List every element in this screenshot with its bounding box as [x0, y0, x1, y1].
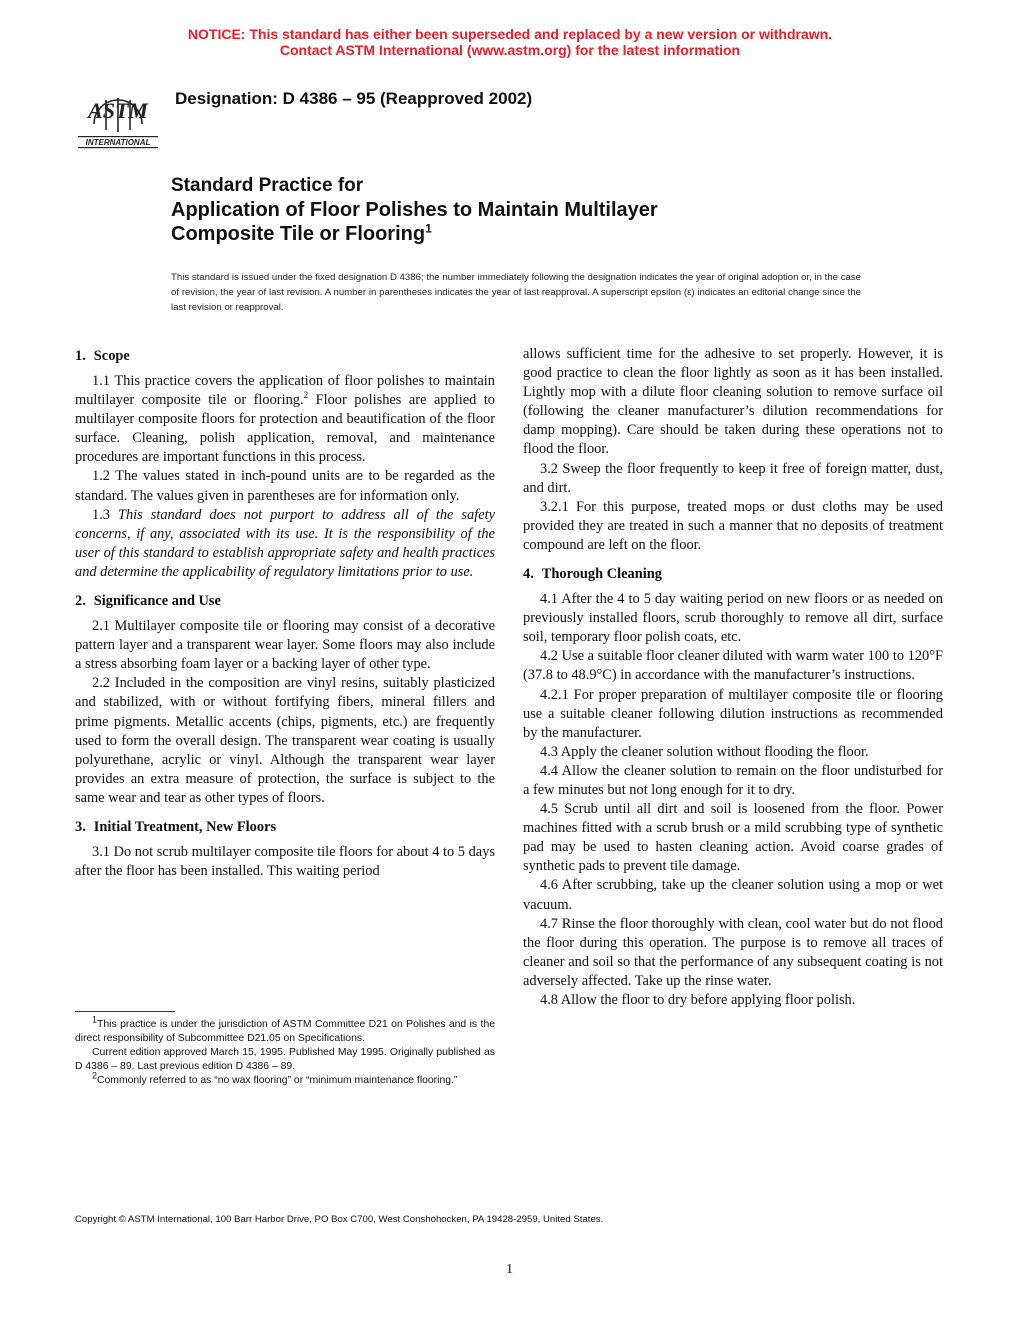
paragraph-2-2: 2.2 Included in the composition are vinyl resins, suitably plasticized and stabilized, with or without fortifying fibers, mineral fillers and prime pigments. Metallic accents (chips, pigments, etc.) are frequently used to form the overall design. The transparent wear coating is usually polyurethane, acrylic or vinyl. Although the transparent wear layer provides an extra measure of protection, the surface is subject to the same wear and tear as other types of floors. [75, 675, 495, 806]
paragraph-4-2: 4.2 Use a suitable floor cleaner diluted with warm water 100 to 120°F (37.8 to 48.9°C) in accordance with the manufacturer’s instructions. [523, 648, 943, 684]
paragraph-3-1-continued: allows sufficient time for the adhesive to set properly. However, it is good practice to clean the floor lightly as soon as it has been installed. Lightly mop with a dilute floor cleaning solution to remove surface oil (following the cleaner manufacturer’s dilution recommendations for damp mopping). Care should be taken during these operations not to flood the floor. [523, 346, 943, 458]
paragraph-3-1-start: 3.1 Do not scrub multilayer composite tile floors for about 4 to 5 days after the floor has been installed. This waiting period [75, 843, 495, 880]
paragraph-2-1: 2.1 Multilayer composite tile or flooring may consist of a decorative pattern layer and a transparent wear layer. Some floors may also include a stress absorbing foam layer or a backing layer of other type. [75, 618, 495, 673]
copyright: Copyright © ASTM International, 100 Barr Harbor Drive, PO Box C700, West Conshohocken, PA 19428-2959, United States. [75, 1214, 604, 1225]
document-title [171, 174, 658, 246]
footnote-2: $^2$Commonly referred to as “no wax flooring” or “minimum maintenance flooring.” [92, 1070, 458, 1086]
logo-text: ASTM [88, 98, 148, 123]
title-pre: Standard Practice for [171, 175, 364, 196]
astm-logo [76, 74, 160, 150]
paragraph-4-5: 4.5 Scrub until all dirt and soil is loosened from the floor. Power machines fitted with a scrub brush or a mild scrubbing type of synthetic pad may be used to hasten cleaning action. Avoid coarse grades of synthetic pads to prevent tile damage. [523, 801, 943, 875]
logo-subtext: INTERNATIONAL [85, 138, 151, 147]
notice-line-2: Contact ASTM International (www.astm.org) for the latest information [279, 42, 741, 58]
footnote-1-edition: Current edition approved March 15, 1995. Published May 1995. Originally published as D 4386 – 89. Last previous edition D 4386 – 89. [75, 1047, 495, 1072]
footnote-ref-2: 2 [303, 390, 309, 401]
footnotes [75, 1014, 495, 1088]
section-4-heading: 4. Thorough Cleaning [523, 566, 662, 583]
title-footnote-mark: 1 [425, 221, 432, 236]
footnote-divider [75, 1011, 175, 1012]
paragraph-3-2-1: 3.2.1 For this purpose, treated mops or dust cloths may be used provided they are treated in such a manner that no deposits of treatment compound are left on the floor. [523, 498, 943, 553]
footnote-1: $^1$This practice is under the jurisdiction of ASTM Committee D21 on Polishes and is the direct responsibility of Subcommittee D21.05 on Specifications. [75, 1014, 495, 1044]
paragraph-4-7: 4.7 Rinse the floor thoroughly with clean, cool water but do not flood the floor during this operation. The purpose is to remove all traces of cleaner and soil so that the performance of any subsequent coating is not adversely affected. Take up the rinse water. [523, 915, 943, 989]
paragraph-1-2: 1.2 The values stated in inch-pound units are to be regarded as the standard. The values given in parentheses are for information only. [75, 468, 495, 504]
designation: Designation: D 4386 – 95 (Reapproved 2002) [175, 89, 533, 108]
paragraph-4-4: 4.4 Allow the cleaner solution to remain on the floor undisturbed for a few minutes but not long enough for it to dry. [523, 762, 943, 798]
paragraph-4-8: 4.8 Allow the floor to dry before applying floor polish. [540, 992, 856, 1008]
paragraph-1-1: 1.1 This practice covers the application of floor polishes to maintain multilayer composite tile or flooring.$^2$ Floor polishes are applied to multilayer composite floors for protection and beautification of the floor surface. Cleaning, polish application, removal, and maintenance procedures are important functions in this process. [75, 373, 495, 466]
section-1-heading: 1. Scope [75, 348, 130, 364]
section-3-heading: 3. Initial Treatment, New Floors [75, 818, 277, 835]
page-number: 1 [506, 1262, 513, 1277]
paragraph-4-1: 4.1 After the 4 to 5 day waiting period on new floors or as needed on previously installed floors, scrub thoroughly to remove all dirt, surface soil, temporary floor polish coats, etc. [523, 591, 943, 646]
superseded-notice [0, 26, 1020, 58]
issue-note: This standard is issued under the fixed designation D 4386; the number immediately following the designation indicates the year of original adoption or, in the case of revision, the year of last revision. A number in parentheses indicates the year of last reapproval. A superscript epsilon (ε) indicates an editorial change since the last revision or reapproval. [171, 272, 861, 313]
title-line-2-wrap [171, 222, 658, 246]
right-column [523, 345, 943, 1010]
left-column [75, 345, 495, 881]
section-2-heading: 2. Significance and Use [75, 593, 221, 610]
paragraph-4-6: 4.6 After scrubbing, take up the cleaner solution using a mop or wet vacuum. [523, 877, 943, 913]
title-line-2: Composite Tile or Flooring [171, 223, 426, 245]
title-line-1: Application of Floor Polishes to Maintain Multilayer [171, 199, 658, 221]
notice-line-1: NOTICE: This standard has either been superseded and replaced by a new version or withdrawn. [187, 26, 833, 42]
paragraph-4-3: 4.3 Apply the cleaner solution without flooding the floor. [540, 743, 869, 760]
paragraph-1-3: 1.3 This standard does not purport to address all of the safety concerns, if any, associated with its use. It is the responsibility of the user of this standard to establish appropriate safety and health practices and determine the applicability of regulatory limitations prior to use. [75, 506, 495, 580]
paragraph-4-2-1: 4.2.1 For proper preparation of multilayer composite tile or flooring use a suitable cleaner following dilution instructions as recommended by the manufacturer. [523, 686, 943, 741]
paragraph-3-2: 3.2 Sweep the floor frequently to keep it free of foreign matter, dust, and dirt. [523, 460, 943, 496]
